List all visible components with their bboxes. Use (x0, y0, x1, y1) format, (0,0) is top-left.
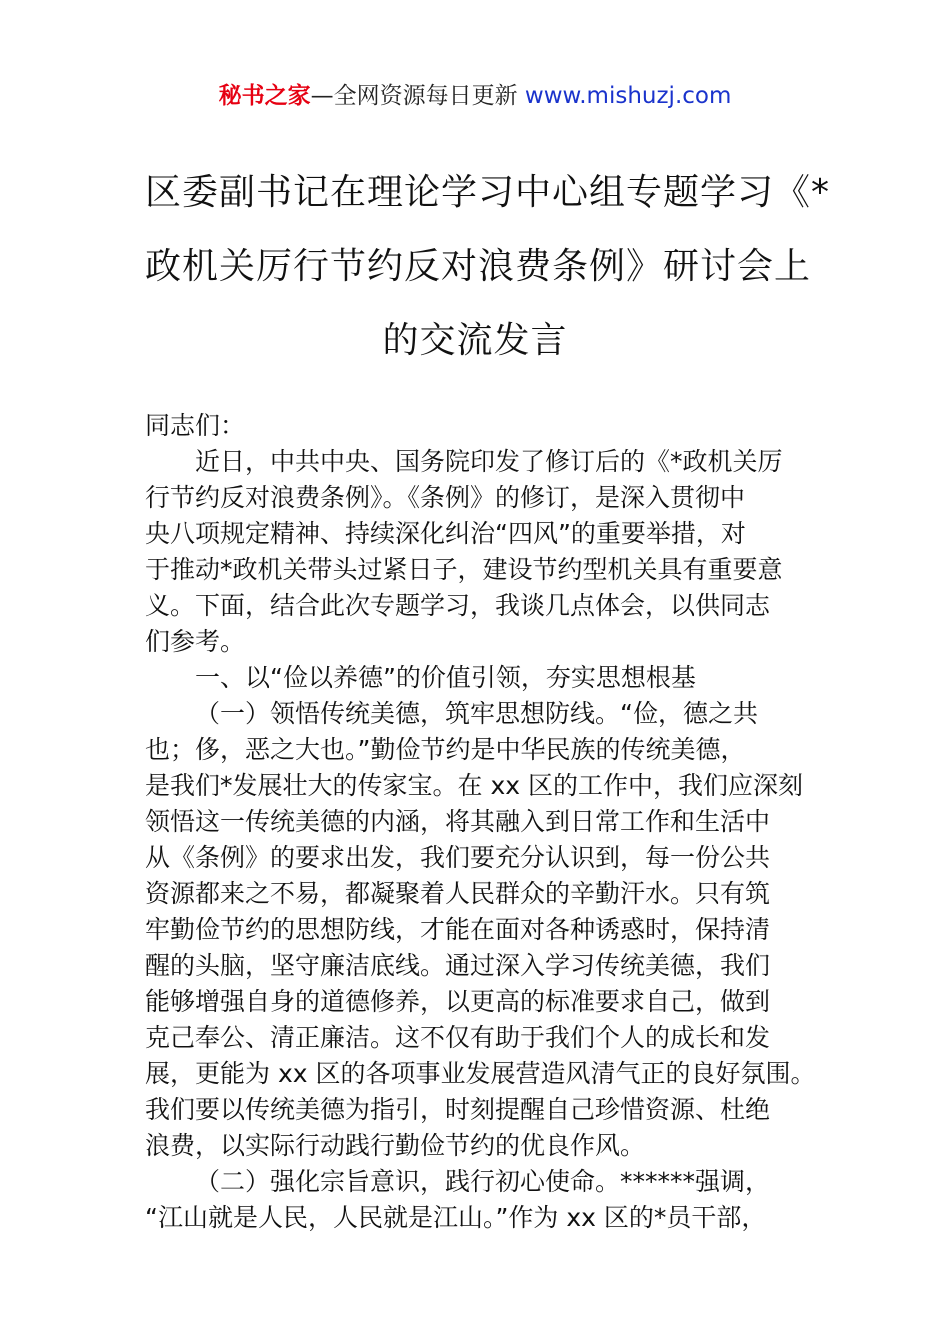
paragraph-line: 义。下面，结合此次专题学习，我谈几点体会，以供同志 (145, 591, 771, 620)
paragraph-line: 醒的头脑，坚守廉洁底线。通过深入学习传统美德，我们 (145, 951, 771, 980)
paragraph-line: 是我们*发展壮大的传家宝。在 xx 区的工作中，我们应深刻 (145, 771, 803, 800)
site-url-link[interactable]: www.mishuzj.com (524, 83, 732, 109)
paragraph-line: （二）强化宗旨意识，践行初心使命。******强调， (195, 1167, 771, 1196)
banner-dash: — (310, 83, 334, 109)
paragraph-line: 浪费，以实际行动践行勤俭节约的优良作风。 (145, 1131, 646, 1160)
document-body (145, 408, 816, 1236)
paragraph-line: 克己奉公、清正廉洁。这不仅有助于我们个人的成长和发 (145, 1023, 771, 1052)
title-line: 的交流发言 (382, 320, 568, 361)
paragraph-line: 领悟这一传统美德的内涵，将其融入到日常工作和生活中 (145, 807, 771, 836)
paragraph-line: 从《条例》的要求出发，我们要充分认识到，每一份公共 (145, 843, 771, 872)
paragraph-line: 牢勤俭节约的思想防线，才能在面对各种诱惑时，保持清 (145, 915, 771, 944)
paragraph-line: 也；侈，恶之大也。”勤俭节约是中华民族的传统美德， (145, 735, 746, 764)
brand-name: 秘书之家 (218, 83, 311, 109)
banner-tagline: 全网资源每日更新 (333, 83, 518, 109)
site-banner (0, 80, 950, 112)
title-line: 区委副书记在理论学习中心组专题学习《* (145, 172, 831, 213)
title-line: 政机关厉行节约反对浪费条例》研讨会上 (145, 246, 812, 287)
salutation: 同志们： (145, 411, 246, 440)
paragraph-line: （一）领悟传统美德，筑牢思想防线。“俭，德之共 (195, 699, 758, 728)
document-title (145, 156, 831, 378)
paragraph-line: 近日，中共中央、国务院印发了修订后的《*政机关厉 (195, 447, 783, 476)
paragraph-line: 能够增强自身的道德修养，以更高的标准要求自己，做到 (145, 987, 771, 1016)
paragraph-line: 央八项规定精神、持续深化纠治“四风”的重要举措，对 (145, 519, 746, 548)
paragraph-line: 展，更能为 xx 区的各项事业发展营造风清气正的良好氛围。 (145, 1059, 816, 1088)
paragraph-line: 们参考。 (145, 627, 246, 656)
paragraph-line: 资源都来之不易，都凝聚着人民群众的辛勤汗水。只有筑 (145, 879, 771, 908)
paragraph-line: 我们要以传统美德为指引，时刻提醒自己珍惜资源、杜绝 (145, 1095, 771, 1124)
paragraph-line: 于推动*政机关带头过紧日子，建设节约型机关具有重要意 (145, 555, 783, 584)
paragraph-line: 行节约反对浪费条例》。《条例》的修订，是深入贯彻中 (145, 483, 746, 512)
paragraph-line: “江山就是人民，人民就是江山。”作为 xx 区的*员干部， (145, 1203, 767, 1232)
section-heading: 一、以“俭以养德”的价值引领，夯实思想根基 (195, 663, 696, 692)
